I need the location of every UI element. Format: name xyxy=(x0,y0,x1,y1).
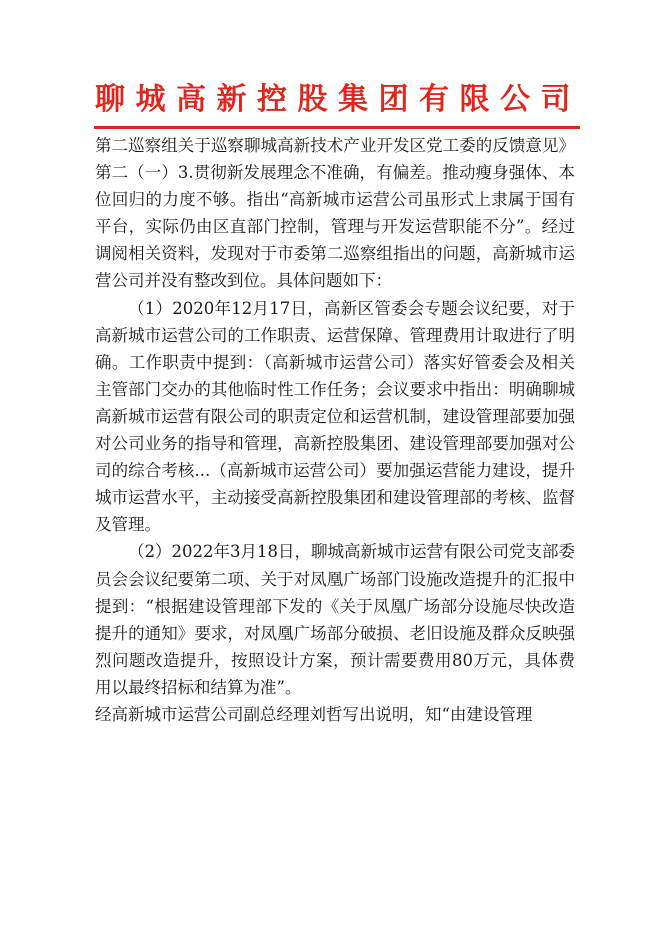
paragraph-item-1: （1）2020年12月17日，高新区管委会专题会议纪要，对于高新城市运营公司的工作职责、运营保障、管理费用计取进行了明确。工作职责中提到：（高新城市运营公司）落实好管委会及相关主管部门交办的其他临时性工作任务；会议要求中指出：明确聊城高新城市运营有限公司的职责定位和运营机制，建设管理部要加强对公司业务的指导和管理，高新控股集团、建设管理部要加强对公司的综合考核...（高新城市运营公司）要加强运营能力建设，提升城市运营水平，主动接受高新控股集团和建设管理部的考核、监督及管理。 xyxy=(95,298,575,535)
company-letterhead-title: 聊城高新控股集团有限公司 xyxy=(95,82,581,117)
paragraph-explanation: 经高新城市运营公司副总经理刘哲写出说明，知“由建设管理 xyxy=(95,704,533,724)
paragraph-item-2: （2）2022年3月18日，聊城高新城市运营有限公司党支部委员会会议纪要第二项、关于对凤凰广场部门设施改造提升的汇报中提到：“根据建设管理部下发的《关于凤凰广场部分设施尽快改造提升的通知》要求，对凤凰广场部分破损、老旧设施及群众反映强烈问题改造提升，按照设计方案，预计需要费用80万元，具体费用以最终招标和结算为准”。 xyxy=(95,542,575,697)
paragraph-continuation: 第二巡察组关于巡察聊城高新技术产业开发区党工委的反馈意见》第二（一）3.贯彻新发展理念不准确，有偏差。推动瘦身强体、本位回归的力度不够。指出“高新城市运营公司虽形式上隶属于国有平台，实际仍由区直部门控制，管理与开发运营职能不分”。经过调阅相关资料，发现对于市委第二巡察组指出的问题，高新城市运营公司并没有整改到位。具体问题如下： xyxy=(95,136,575,291)
letterhead-red-rule xyxy=(94,126,580,129)
document-body xyxy=(95,132,575,728)
